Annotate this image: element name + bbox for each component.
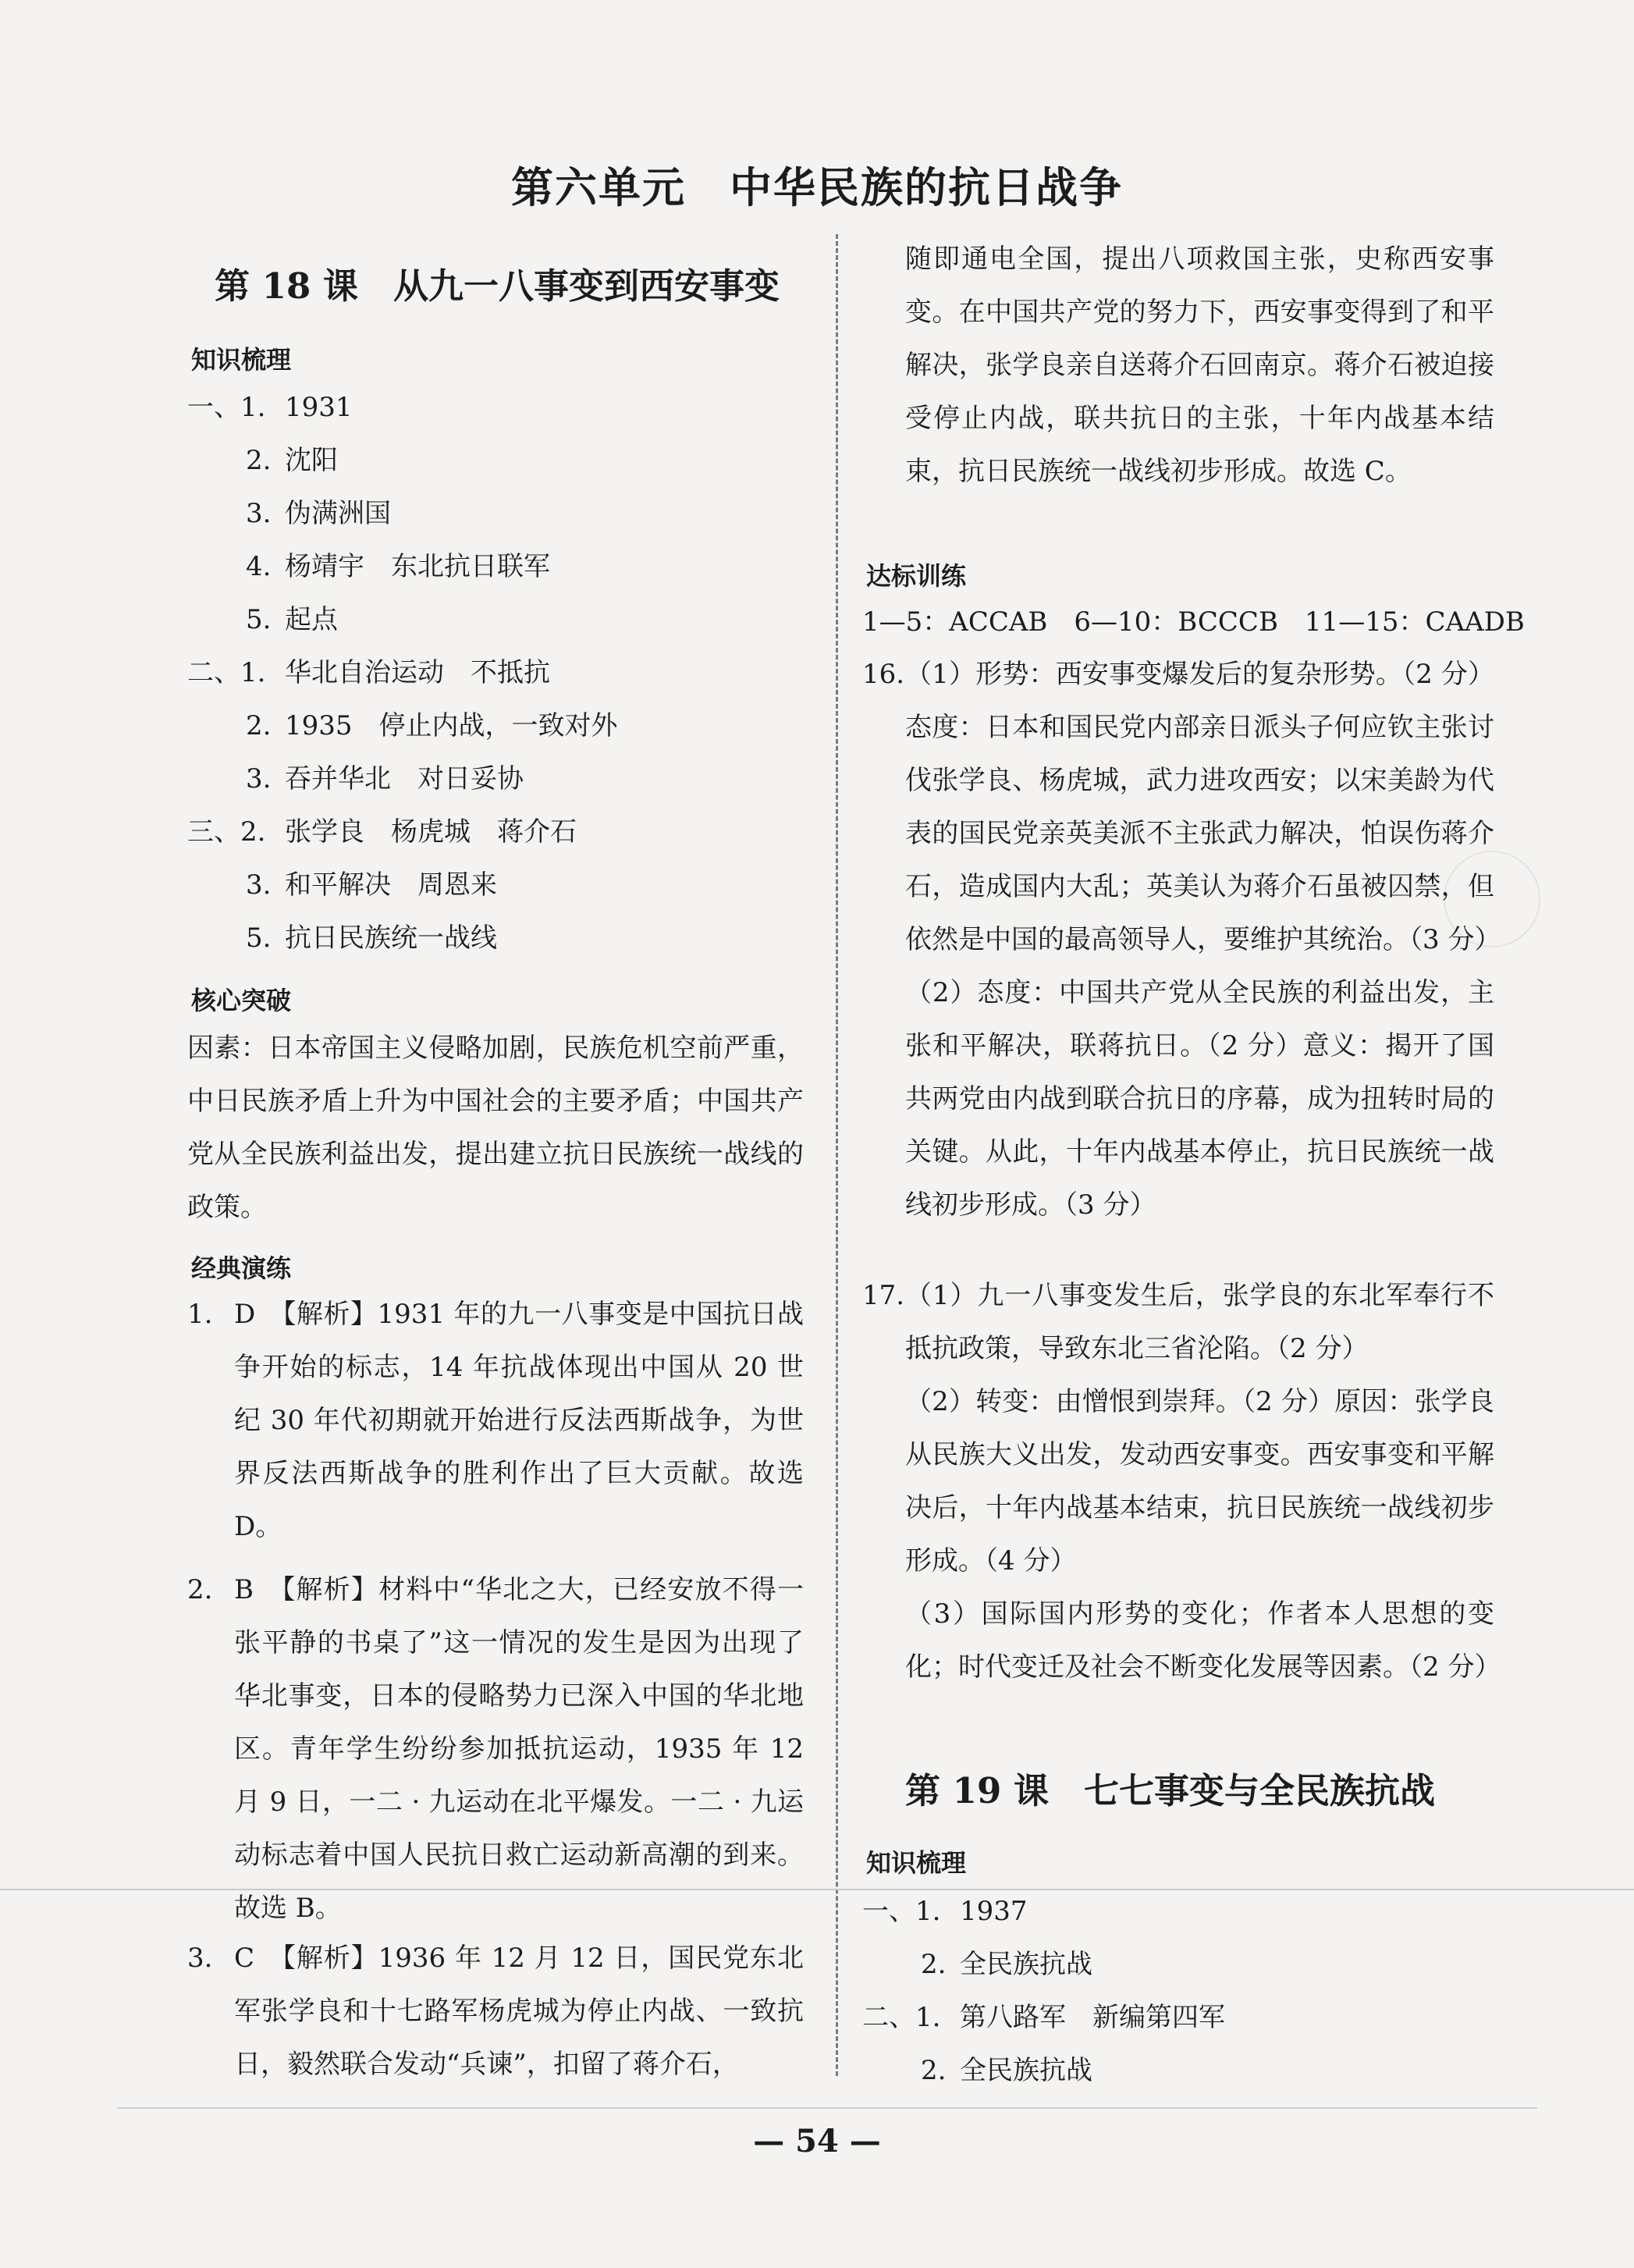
core-answer: 因素：日本帝国主义侵略加剧，民族危机空前严重，中日民族矛盾上升为中国社会的主要矛盾；中国共产党从全民族利益出发，提出建立抗日民族统一战线的政策。 [187,1033,804,1223]
k-text: 抗日民族统一战线 [285,922,497,954]
section-core: 核心突破 [191,986,292,1015]
q-text: （1）形势：西安事变爆发后的复杂形势。（2 分）态度：日本和国民党内部亲日派头子何应钦主张讨伐张学良、杨虎城，武力进攻西安；以宋美龄为代表的国民党亲英美派不主张武力解决，怕误伤蒋介石，造成国内大乱；英美认为蒋介石虽被囚禁，但依然是中国的最高领导人，要维护其统治。（3 分） [905,659,1501,955]
k-num: 3. [246,498,272,529]
question-17 [862,1269,1501,1694]
k19-text: 1937 [960,1896,1028,1927]
lesson-19-title: 第 19 课 七七事变与全民族抗战 [905,1770,1435,1811]
footer-rule [117,2107,1537,2109]
k-num: 2. [246,710,272,741]
k19-num: 2. [921,1949,947,1980]
k-text: 张学良 杨虎城 蒋介石 [285,816,577,848]
k19-num: 二、1. [862,2002,941,2033]
k-num: 3. [246,763,272,795]
answer-key: 1—5：ACCAB 6—10：BCCCB 11—15：CAADB [862,606,1525,638]
k-num: 三、2. [187,816,266,848]
k19-text: 全民族抗战 [960,1949,1092,1980]
k19-text: 全民族抗战 [960,2055,1092,2086]
q-num: 17. [862,1280,905,1311]
k-text: 吞并华北 对日妥协 [285,763,524,795]
k-num: 3. [246,869,272,901]
q-text: （3）国际国内形势的变化；作者本人思想的变化；时代变迁及社会不断变化发展等因素。（2 分） [905,1598,1501,1683]
q-text: （1）九一八事变发生后，张学良的东北军奉行不抵抗政策，导致东北三省沦陷。（2 分） [905,1280,1494,1364]
q-num: 3. [187,1943,213,1974]
question-1 [187,1288,804,1553]
k19-num: 一、1. [862,1896,941,1927]
k-text: 伪满洲国 [285,498,391,529]
section-knowledge: 知识梳理 [191,345,292,375]
q-text: （2）态度：中国共产党从全民族的利益出发，主张和平解决，联蒋抗日。（2 分）意义：揭开了国共两党由内战到联合抗日的序幕，成为扭转时局的关键。从此，十年内战基本停止，抗日民族统一战线初步形成。（3 分） [905,977,1494,1221]
k19-text: 第八路军 新编第四军 [960,2002,1225,2033]
k-num: 二、1. [187,657,266,688]
lesson-18-title: 第 18 课 从九一八事变到西安事变 [215,265,780,307]
q-num: 1. [187,1299,213,1330]
q-num: 2. [187,1574,213,1605]
k-text: 沈阳 [285,445,338,476]
question-2 [187,1563,804,1935]
q-num: 16. [862,659,905,690]
q-text: B 【解析】材料中“华北之大，已经安放不得一张平静的书桌了”这一情况的发生是因为出现了华北事变，日本的侵略势力已深入中国的华北地区。青年学生纷纷参加抵抗运动，1935 年 12 月 9 日，一二 · 九运动在北平爆发。一二 · 九运动标志着中国人民抗日救亡运动新高潮的到来。故选 B。 [234,1574,804,1924]
k-num: 2. [246,445,272,476]
k-num: 4. [246,551,272,582]
k-num: 5. [246,604,272,635]
k-text: 华北自治运动 不抵抗 [285,657,550,688]
q-text: C 【解析】1936 年 12 月 12 日，国民党东北军张学良和十七路军杨虎城为停止内战、一致抗日，毅然联合发动“兵谏”，扣留了蒋介石， [234,1943,804,2080]
question-16 [862,648,1501,1232]
column-divider [836,234,838,2076]
k-text: 和平解决 周恩来 [285,869,497,901]
q3-continued: 随即通电全国，提出八项救国主张，史称西安事变。在中国共产党的努力下，西安事变得到了和平解决，张学良亲自送蒋介石回南京。蒋介石被迫接受停止内战，联共抗日的主张，十年内战基本结束，抗日民族统一战线初步形成。故选 C。 [905,244,1494,487]
k-num: 5. [246,922,272,954]
section-practice: 经典演练 [191,1253,292,1283]
page-number: — 54 — [753,2123,881,2160]
section-knowledge-19: 知识梳理 [866,1848,967,1878]
k-text: 杨靖宇 东北抗日联军 [285,551,550,582]
q-text: D 【解析】1931 年的九一八事变是中国抗日战争开始的标志，14 年抗战体现出中国从 20 世纪 30 年代初期就开始进行反法西斯战争，为世界反法西斯战争的胜利作出了巨大贡献。故选 D。 [234,1299,804,1542]
section-drill: 达标训练 [866,561,967,591]
k-num: 一、1. [187,392,266,423]
unit-title: 第六单元 中华民族的抗日战争 [511,162,1123,212]
question-3 [187,1932,804,2091]
k-text: 1935 停止内战，一致对外 [285,710,618,741]
k-text: 1931 [285,392,353,423]
q-text: （2）转变：由憎恨到崇拜。（2 分）原因：张学良从民族大义出发，发动西安事变。西安事变和平解决后，十年内战基本结束，抗日民族统一战线初步形成。（4 分） [905,1386,1494,1577]
k19-num: 2. [921,2055,947,2086]
k-text: 起点 [285,604,338,635]
